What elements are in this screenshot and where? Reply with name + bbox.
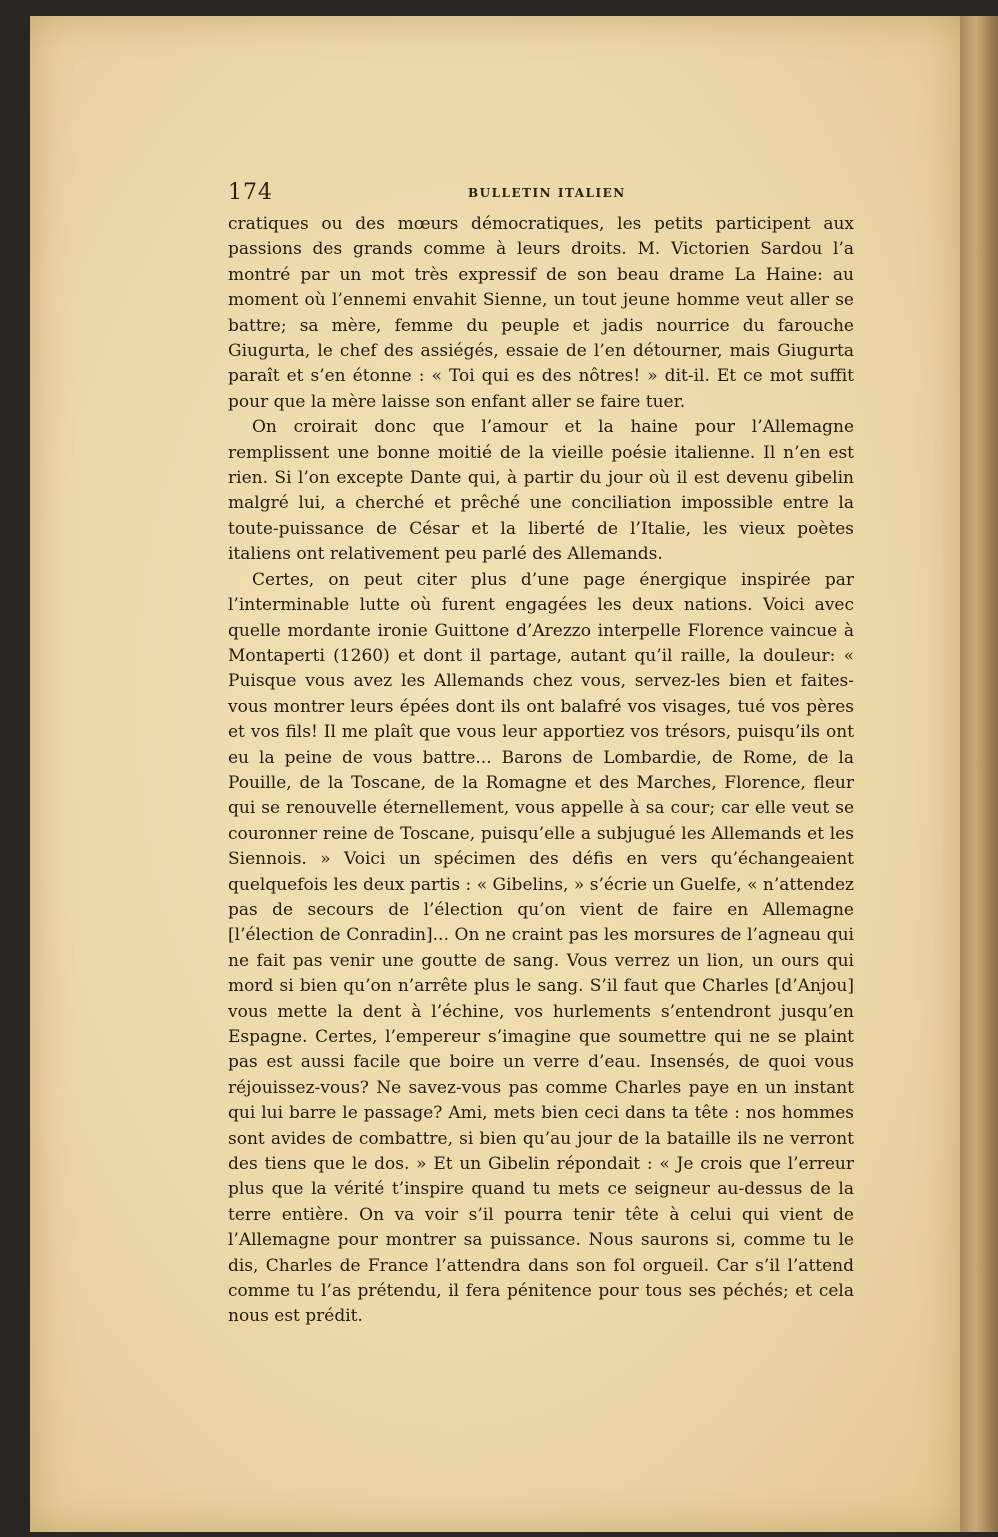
- running-title: BULLETIN ITALIEN: [468, 186, 626, 200]
- body-text: [228, 212, 854, 1330]
- paragraph: On croirait donc que l’amour et la haine pour l’Allemagne remplissent une bonne moitié de la vieille poésie italienne. Il n’en est rien. Si l’on excepte Dante qui, à partir du jour où il est devenu gibelin malgré lui, a cherché et prêché une conciliation impossible entre la toute-puissance de César et la liberté de l’Italie, les vieux poètes italiens ont relativement peu parlé des Allemands.: [228, 417, 854, 565]
- paragraph: Certes, on peut citer plus d’une page énergique inspirée par l’interminable lutte où furent engagées les deux nations. Voici avec quelle mordante ironie Guittone d’Arezzo interpelle Florence vaincue à Montaperti (1260) et dont il partage, autant qu’il raille, la douleur: « Puisque vous avez les Allemands chez vous, servez-les bien et faites-vous montrer leurs épées dont ils ont balafré vos visages, tué vos pères et vos fils! Il me plaît que vous leur apportiez vos trésors, puisqu’ils ont eu la peine de vous battre... Barons de Lombardie, de Rome, de la Pouille, de la Toscane, de la Romagne et des Marches, Florence, fleur qui se renouvelle éternellement, vous appelle à sa cour; car elle veut se couronner reine de Toscane, puisqu’elle a subjugué les Allemands et les Siennois. » Voici un spécimen des défis en vers qu’échangeaient quelquefois les deux partis : « Gibelins, » s’écrie un Guelfe, « n’attendez pas de secours de l’élection qu’on vient de faire en Allemagne [l’élection de Conradin]... On ne craint pas les morsures de l’agneau qui ne fait pas venir une goutte de sang. Vous verrez un lion, un ours qui mord si bien qu’on n’arrête plus le sang. S’il faut que Charles [d’Anjou] vous mette la dent à l’échine, vos hurlements s’entendront jusqu’en Espagne. Certes, l’empereur s’imagine que soumettre qui ne se plaint pas est aussi facile que boire un verre d’eau. Insensés, de quoi vous réjouissez-vous? Ne savez-vous pas comme Charles paye en un instant qui lui barre le passage? Ami, mets bien ceci dans ta tête : nos hommes sont avides de combattre, si bien qu’au jour de la bataille ils ne verront des tiens que le dos. » Et un Gibelin répondait : « Je crois que l’erreur plus que la vérité t’inspire quand tu mets ce seigneur au-dessus de la terre entière. On va voir s’il pourra tenir tête à celui qui vient de l’Allemagne pour montrer sa puissance. Nous saurons si, comme tu le dis, Charles de France l’attendra dans son fol orgueil. Car s’il l’attend comme tu l’as prétendu, il fera pénitence pour tous ses péchés; et cela nous est prédit.: [228, 569, 854, 1327]
- page-header: [228, 180, 854, 210]
- book-gutter: [960, 16, 998, 1532]
- paragraph: cratiques ou des mœurs démocratiques, les petits participent aux passions des grands comme à leurs droits. M. Victorien Sardou l’a montré par un mot très expressif de son beau drame La Haine: au moment où l’ennemi envahit Sienne, un tout jeune homme veut aller se battre; sa mère, femme du peuple et jadis nourrice du farouche Giugurta, le chef des assiégés, essaie de l’en détourner, mais Giugurta paraît et s’en étonne : « Toi qui es des nôtres! » dit-il. Et ce mot suffit pour que la mère laisse son enfant aller se faire tuer.: [228, 214, 854, 412]
- page-number: 174: [228, 180, 273, 205]
